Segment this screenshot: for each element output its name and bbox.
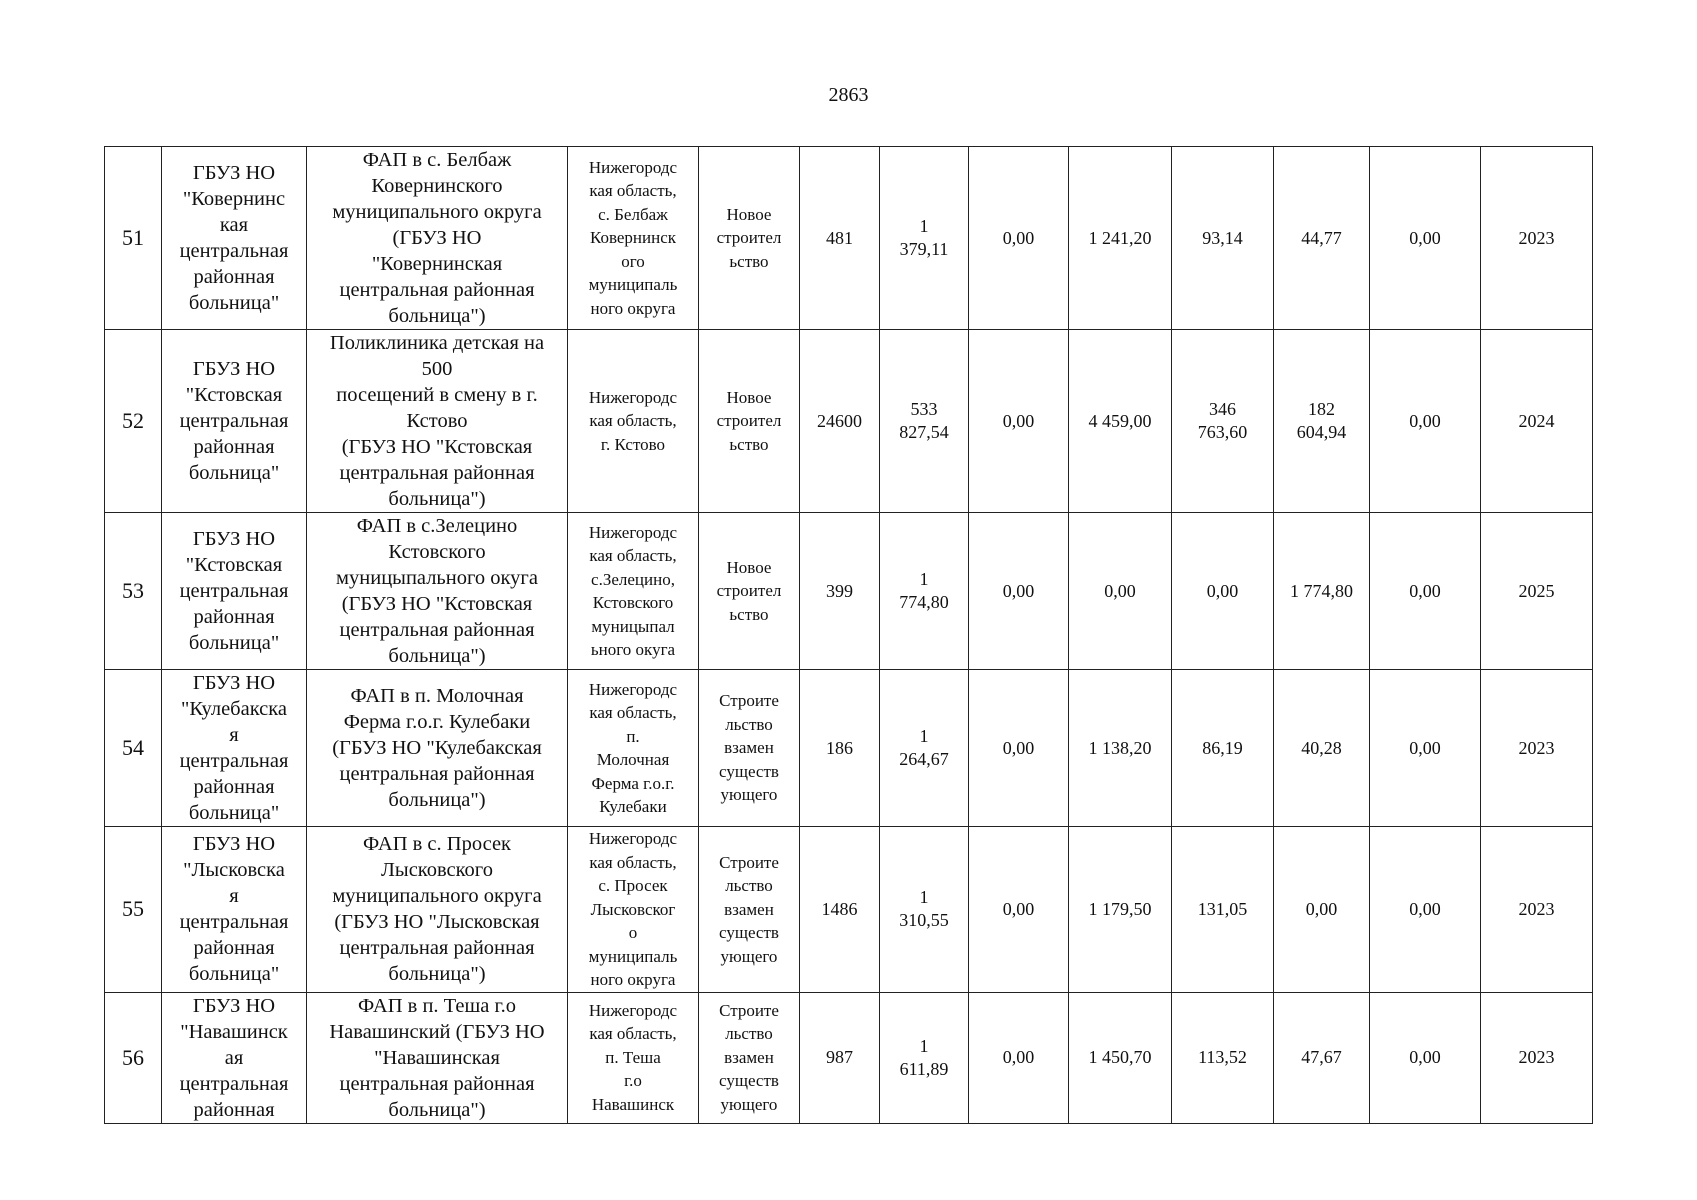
cell-row-number: 55 bbox=[105, 827, 162, 993]
cell-amount-col-12: 0,00 bbox=[1370, 670, 1481, 827]
cell-construction-type: Строите льство взамен существ ующего bbox=[699, 670, 800, 827]
page-number: 2863 bbox=[828, 84, 869, 106]
cell-amount-col-11: 47,67 bbox=[1274, 992, 1370, 1123]
cell-amount-col-8: 0,00 bbox=[969, 827, 1069, 993]
cell-capacity: 399 bbox=[800, 513, 880, 670]
cell-address: Нижегородс кая область, п. Молочная Ферма г.о.г. Кулебаки bbox=[568, 670, 699, 827]
cell-construction-type: Новое строител ьство bbox=[699, 330, 800, 513]
cell-amount-col-8: 0,00 bbox=[969, 330, 1069, 513]
cell-year: 2023 bbox=[1481, 670, 1593, 827]
cell-object-name: ФАП в п. Теша г.о Навашинский (ГБУЗ НО "Навашинская центральная районная больница") bbox=[307, 992, 568, 1123]
table-row bbox=[105, 147, 1593, 330]
cell-amount-col-9: 0,00 bbox=[1069, 513, 1172, 670]
cell-total-cost: 1 774,80 bbox=[880, 513, 969, 670]
cell-row-number: 52 bbox=[105, 330, 162, 513]
cell-capacity: 24600 bbox=[800, 330, 880, 513]
cell-row-number: 56 bbox=[105, 992, 162, 1123]
cell-year: 2023 bbox=[1481, 827, 1593, 993]
cell-organization: ГБУЗ НО "Кулебакска я центральная районная больница" bbox=[162, 670, 307, 827]
cell-construction-type: Новое строител ьство bbox=[699, 147, 800, 330]
cell-construction-type: Строите льство взамен существ ующего bbox=[699, 827, 800, 993]
cell-year: 2023 bbox=[1481, 147, 1593, 330]
cell-object-name: ФАП в п. Молочная Ферма г.о.г. Кулебаки (ГБУЗ НО "Кулебакская центральная районная больница") bbox=[307, 670, 568, 827]
cell-amount-col-8: 0,00 bbox=[969, 992, 1069, 1123]
table-row bbox=[105, 513, 1593, 670]
cell-amount-col-10: 346 763,60 bbox=[1172, 330, 1274, 513]
table-row bbox=[105, 330, 1593, 513]
cell-address: Нижегородс кая область, с.Зелецино, Кстовского муницыпал ьного окуга bbox=[568, 513, 699, 670]
cell-capacity: 186 bbox=[800, 670, 880, 827]
cell-organization: ГБУЗ НО "Ковернинс кая центральная районная больница" bbox=[162, 147, 307, 330]
cell-capacity: 987 bbox=[800, 992, 880, 1123]
cell-amount-col-9: 1 450,70 bbox=[1069, 992, 1172, 1123]
cell-amount-col-10: 86,19 bbox=[1172, 670, 1274, 827]
cell-amount-col-11: 182 604,94 bbox=[1274, 330, 1370, 513]
cell-address: Нижегородс кая область, с. Просек Лысковског о муниципаль ного округа bbox=[568, 827, 699, 993]
cell-object-name: ФАП в с.Зелецино Кстовского муницыпального окуга (ГБУЗ НО "Кстовская центральная районная больница") bbox=[307, 513, 568, 670]
cell-amount-col-9: 1 138,20 bbox=[1069, 670, 1172, 827]
cell-year: 2025 bbox=[1481, 513, 1593, 670]
cell-amount-col-11: 0,00 bbox=[1274, 827, 1370, 993]
cell-organization: ГБУЗ НО "Лысковска я центральная районная больница" bbox=[162, 827, 307, 993]
cell-amount-col-11: 1 774,80 bbox=[1274, 513, 1370, 670]
cell-total-cost: 533 827,54 bbox=[880, 330, 969, 513]
cell-amount-col-12: 0,00 bbox=[1370, 992, 1481, 1123]
cell-construction-type: Строите льство взамен существ ующего bbox=[699, 992, 800, 1123]
table-row bbox=[105, 670, 1593, 827]
cell-amount-col-8: 0,00 bbox=[969, 670, 1069, 827]
cell-organization: ГБУЗ НО "Кстовская центральная районная больница" bbox=[162, 513, 307, 670]
cell-capacity: 1486 bbox=[800, 827, 880, 993]
cell-organization: ГБУЗ НО "Навашинск ая центральная районная bbox=[162, 992, 307, 1123]
cell-amount-col-10: 113,52 bbox=[1172, 992, 1274, 1123]
data-table bbox=[104, 146, 1593, 1124]
cell-amount-col-11: 40,28 bbox=[1274, 670, 1370, 827]
cell-total-cost: 1 379,11 bbox=[880, 147, 969, 330]
cell-address: Нижегородс кая область, с. Белбаж Ковернинск ого муниципаль ного округа bbox=[568, 147, 699, 330]
cell-amount-col-10: 131,05 bbox=[1172, 827, 1274, 993]
cell-amount-col-9: 4 459,00 bbox=[1069, 330, 1172, 513]
cell-total-cost: 1 264,67 bbox=[880, 670, 969, 827]
table-row bbox=[105, 827, 1593, 993]
cell-row-number: 53 bbox=[105, 513, 162, 670]
cell-amount-col-12: 0,00 bbox=[1370, 147, 1481, 330]
cell-object-name: ФАП в с. Белбаж Ковернинского муниципального округа (ГБУЗ НО "Ковернинская центральная районная больница") bbox=[307, 147, 568, 330]
cell-address: Нижегородс кая область, п. Теша г.о Навашинск bbox=[568, 992, 699, 1123]
cell-capacity: 481 bbox=[800, 147, 880, 330]
cell-amount-col-11: 44,77 bbox=[1274, 147, 1370, 330]
cell-amount-col-9: 1 179,50 bbox=[1069, 827, 1172, 993]
cell-construction-type: Новое строител ьство bbox=[699, 513, 800, 670]
cell-total-cost: 1 611,89 bbox=[880, 992, 969, 1123]
cell-organization: ГБУЗ НО "Кстовская центральная районная больница" bbox=[162, 330, 307, 513]
cell-amount-col-10: 93,14 bbox=[1172, 147, 1274, 330]
cell-amount-col-12: 0,00 bbox=[1370, 827, 1481, 993]
cell-total-cost: 1 310,55 bbox=[880, 827, 969, 993]
cell-amount-col-12: 0,00 bbox=[1370, 330, 1481, 513]
cell-row-number: 54 bbox=[105, 670, 162, 827]
cell-address: Нижегородс кая область, г. Кстово bbox=[568, 330, 699, 513]
cell-amount-col-10: 0,00 bbox=[1172, 513, 1274, 670]
cell-amount-col-9: 1 241,20 bbox=[1069, 147, 1172, 330]
cell-amount-col-8: 0,00 bbox=[969, 147, 1069, 330]
cell-object-name: Поликлиника детская на 500 посещений в смену в г. Кстово (ГБУЗ НО "Кстовская центральная районная больница") bbox=[307, 330, 568, 513]
cell-year: 2024 bbox=[1481, 330, 1593, 513]
cell-object-name: ФАП в с. Просек Лысковского муниципального округа (ГБУЗ НО "Лысковская центральная районная больница") bbox=[307, 827, 568, 993]
cell-amount-col-12: 0,00 bbox=[1370, 513, 1481, 670]
cell-year: 2023 bbox=[1481, 992, 1593, 1123]
cell-row-number: 51 bbox=[105, 147, 162, 330]
table-row bbox=[105, 992, 1593, 1123]
cell-amount-col-8: 0,00 bbox=[969, 513, 1069, 670]
